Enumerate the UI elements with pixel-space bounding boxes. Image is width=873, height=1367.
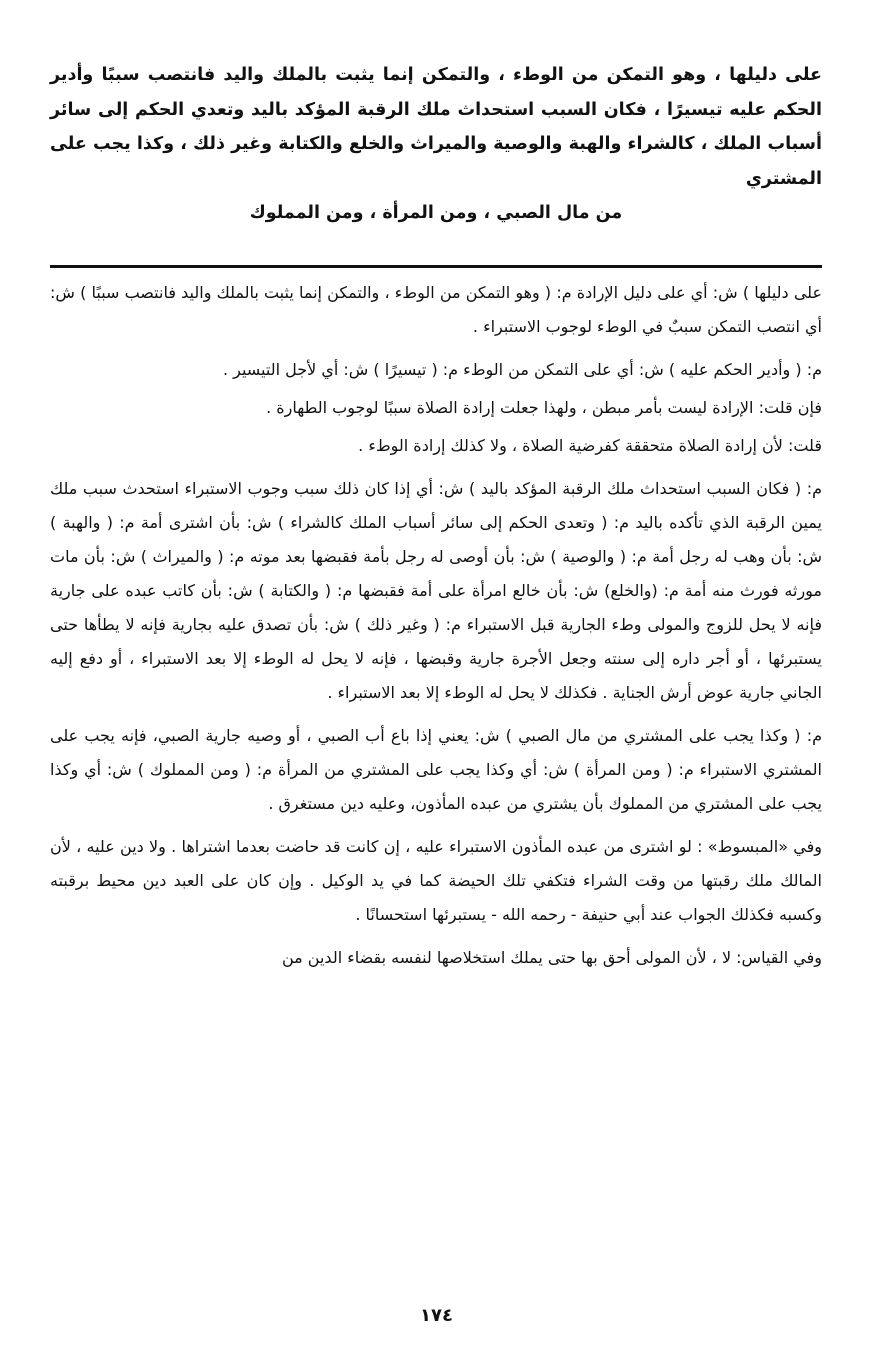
book-page	[50, 58, 822, 984]
commentary-paragraph: وفي القياس: لا ، لأن المولى أحق بها حتى يملك استخلاصها لنفسه بقضاء الدين من	[281, 947, 822, 967]
commentary-paragraph: فإن قلت: الإرادة ليست بأمر مبطن ، ولهذا جعلت إرادة الصلاة سببًا لوجوب الطهارة .	[266, 397, 822, 417]
commentary-paragraph: م: ( فكان السبب استحداث ملك الرقبة المؤكد باليد ) ش: أي إذا كان ذلك سبب وجوب الاستبراء استحدث سبب ملك يمين الرقبة الذي تأكده باليد م: ( وتعدى الحكم إلى سائر أسباب الملك كالشراء ) ش: بأن اشترى أمة م: ( والهبة ) ش: بأن وهب له رجل أمة م: ( والوصية ) ش: بأن أوصى له رجل بأمة فقبضها بعد موته م: ( والميراث ) ش: بأن مات مورثه فورث منه أمة م: (والخلع) ش: بأن خالع امرأة على أمة فقبضها م: ( والكتابة ) ش: بأن كاتب عبده على جارية فإنه لا يحل للزوج والمولى وطء الجارية قبل الاستبراء م: ( وغير ذلك ) ش: بأن تصدق عليه بجارية فإنه لا يطأها حتى يستبرئها ، أو أجر داره إلى سنته وجعل الأجرة جارية وقبضها ، فإنه لا يحل له الوطء إلا بعد الاستبراء ، أو دفع إليه الجاني جارية عوض أرش الجناية . فكذلك لا يحل له الوطء إلا بعد الاستبراء .	[50, 478, 822, 702]
commentary	[50, 276, 822, 975]
main-text	[50, 58, 822, 231]
commentary-paragraph: على دليلها ) ش: أي على دليل الإرادة م: ( وهو التمكن من الوطء ، والتمكن إنما يثبت بالملك واليد فانتصب سببًا ) ش: أي انتصب التمكن سببٌ في الوطء لوجوب الاستبراء .	[50, 282, 822, 336]
commentary-paragraph: قلت: لأن إرادة الصلاة متحققة كفرضية الصلاة ، ولا كذلك إرادة الوطء .	[358, 435, 822, 455]
main-text-body: على دليلها ، وهو التمكن من الوطء ، والتمكن إنما يثبت بالملك واليد فانتصب سببًا وأدير الحكم عليه تيسيرًا ، فكان السبب استحداث ملك الرقبة المؤكد باليد وتعدي الحكم إلى سائر أسباب الملك ، كالشراء والهبة والوصية والميراث والخلع والكتابة وغير ذلك ، وكذا يجب على المشتري	[50, 65, 822, 189]
commentary-paragraph: م: ( وأدير الحكم عليه ) ش: أي على التمكن من الوطء م: ( تيسيرًا ) ش: أي لأجل التيسير .	[222, 359, 822, 379]
main-text-last-line: من مال الصبي ، ومن المرأة ، ومن المملوك	[249, 203, 623, 223]
page-number: ١٧٤	[420, 1305, 453, 1326]
separator-rule	[50, 265, 822, 268]
commentary-paragraph: وفي «المبسوط» : لو اشترى من عبده المأذون الاستبراء عليه ، إن كانت قد حاضت بعدما اشتراها . ولا دين عليه ، لأن المالك ملك رقبتها من وقت الشراء فتكفي تلك الحيضة كما في يد الوكيل . وإن كان على العبد دين محيط برقبته وكسبه فكذلك الجواب عند أبي حنيفة - رحمه الله - يستبرئها استحسانًا .	[50, 836, 822, 924]
commentary-paragraph: م: ( وكذا يجب على المشتري من مال الصبي ) ش: يعني إذا باع أب الصبي ، أو وصيه جارية الصبي، فإنه يجب على المشتري الاستبراء م: ( ومن المرأة ) ش: أي وكذا يجب على المشتري من المرأة م: ( ومن المملوك ) ش: أي وكذا يجب على المشتري من المملوك بأن يشتري من عبده المأذون، وعليه دين مستغرق .	[50, 725, 822, 813]
